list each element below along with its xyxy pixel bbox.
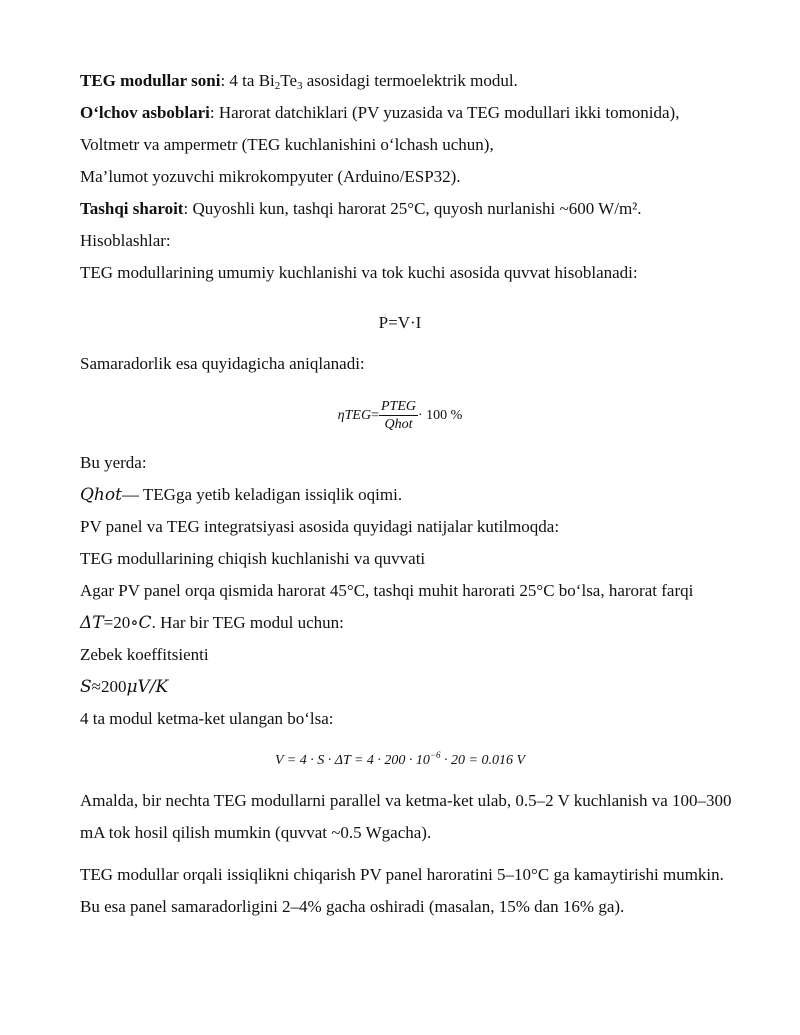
formula-left: V = 4 · S · ΔT = 4 · 200 · 10 [274, 753, 430, 768]
formula-lhs: ηTEG [337, 408, 372, 423]
teg-count-label: TEG modullar soni [80, 71, 221, 90]
qhot-symbol: Qhot [80, 485, 122, 505]
paragraph: TEG modullarining umumiy kuchlanishi va tok kuchi asosida quvvat hisoblanadi: [80, 263, 638, 282]
instruments-label: O‘lchov asboblari [80, 103, 210, 122]
paragraph: Ma’lumot yozuvchi mikrokompyuter (Arduino/ESP32). [80, 167, 461, 186]
formula-eq: = [371, 408, 379, 423]
teg-count-text: asosidagi termoelektrik modul. [302, 71, 518, 90]
delta-t-value: =20∘ [103, 613, 139, 632]
paragraph: mA tok hosil qilish mumkin (quvvat ~0.5 Wgacha). [80, 823, 432, 842]
paragraph: Zebek koeffitsienti [80, 645, 209, 664]
delta-t-symbol: ΔT [80, 613, 104, 633]
delta-t-text: . Har bir TEG modul uchun: [151, 613, 344, 632]
paragraph: TEG modullar orqali issiqlikni chiqarish PV panel haroratini 5–10°C ga kamaytirishi mumkin. [80, 865, 724, 884]
delta-t-unit: C [138, 613, 152, 633]
formula-right: · 20 = 0.016 V [440, 753, 526, 768]
power-formula: P=V·I [378, 313, 422, 332]
paragraph: Hisoblashlar: [80, 231, 171, 250]
seebeck-line [80, 676, 168, 698]
conditions-label: Tashqi sharoit [80, 199, 184, 218]
qhot-text: — TEGga yetib keladigan issiqlik oqimi. [121, 485, 403, 504]
formula-fraction [379, 398, 418, 433]
paragraph: Amalda, bir nechta TEG modullarni parallel va ketma-ket ulab, 0.5–2 V kuchlanish va 100–300 [80, 791, 732, 810]
formula-exponent: −6 [429, 750, 441, 760]
delta-t-line [80, 612, 344, 634]
seebeck-value: ≈200 [91, 677, 127, 696]
seebeck-unit: μV/K [126, 677, 169, 697]
subscript: 2 [274, 80, 281, 92]
paragraph: Agar PV panel orqa qismida harorat 45°C, tashqi muhit harorati 25°C bo‘lsa, harorat farqi [80, 581, 694, 600]
paragraph: Samaradorlik esa quyidagicha aniqlanadi: [80, 354, 365, 373]
paragraph: TEG modullarining chiqish kuchlanishi va quvvati [80, 549, 426, 568]
paragraph: Voltmetr va ampermetr (TEG kuchlanishini o‘lchash uchun), [80, 135, 494, 154]
qhot-definition [80, 484, 402, 506]
paragraph: Bu yerda: [80, 453, 147, 472]
paragraph: 4 ta modul ketma-ket ulangan bo‘lsa: [80, 709, 334, 728]
teg-count-text: Te [280, 71, 298, 90]
conditions-line [80, 198, 642, 220]
paragraph: PV panel va TEG integratsiyasi asosida quyidagi natijalar kutilmoqda: [80, 517, 560, 536]
efficiency-formula [0, 394, 800, 434]
instruments-text: : Harorat datchiklari (PV yuzasida va TEG modullari ikki tomonida), [209, 103, 680, 122]
voltage-formula [0, 750, 800, 772]
formula-denominator: Qhot [384, 416, 413, 432]
formula-numerator: PTEG [380, 398, 416, 414]
formula-rhs: · 100 % [417, 408, 463, 423]
paragraph: Bu esa panel samaradorligini 2–4% gacha oshiradi (masalan, 15% dan 16% ga). [80, 897, 625, 916]
subscript: 3 [297, 80, 303, 92]
teg-count-text: : 4 ta Bi [220, 71, 275, 90]
conditions-text: : Quyoshli kun, tashqi harorat 25°C, quyosh nurlanishi ~600 W/m². [183, 199, 642, 218]
teg-count-line [80, 70, 518, 92]
instruments-line [80, 102, 679, 124]
seebeck-symbol: S [80, 677, 92, 697]
